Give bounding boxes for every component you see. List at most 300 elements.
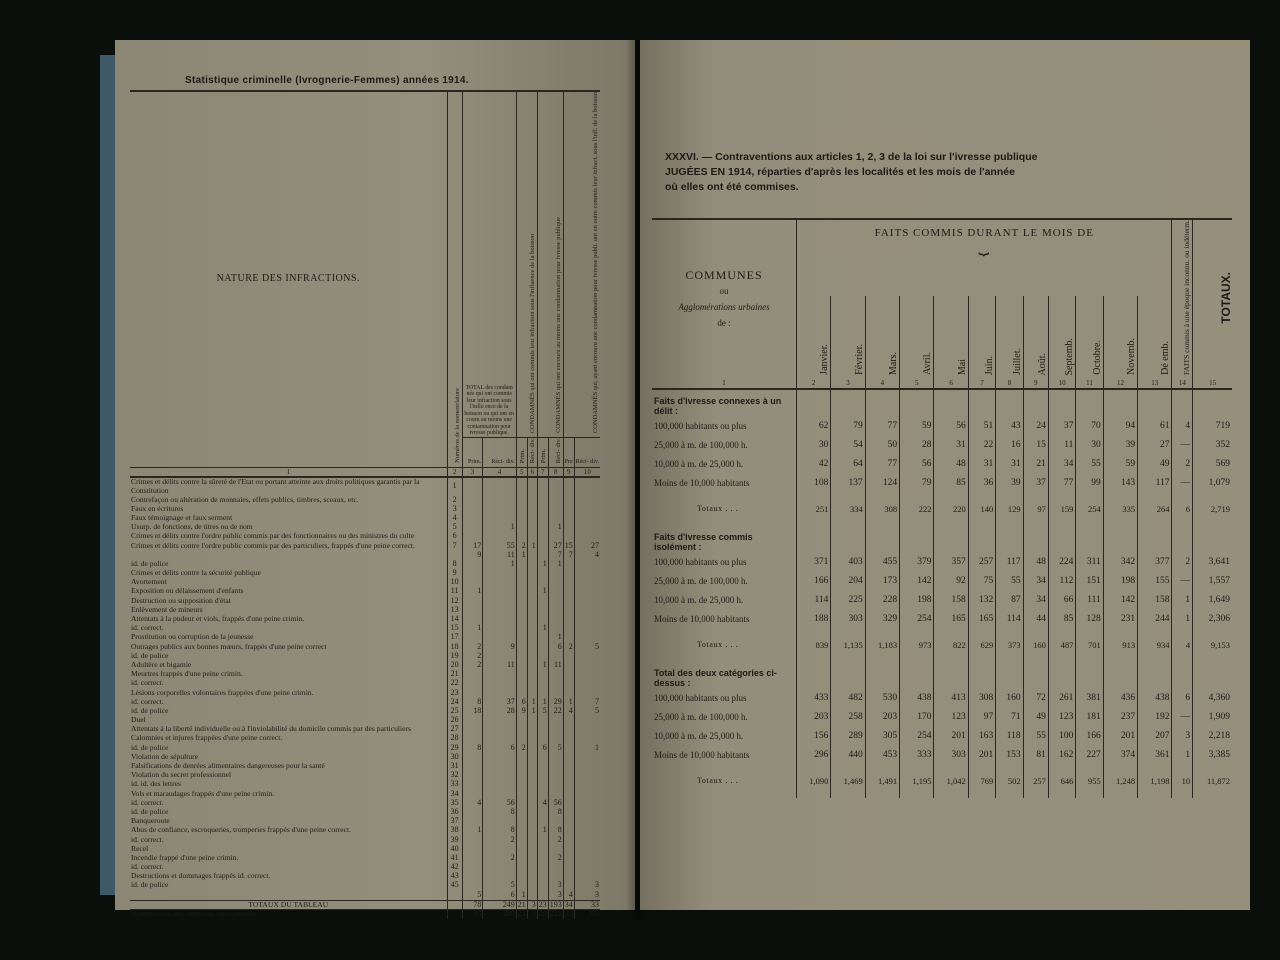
value-cell: 4 (462, 798, 483, 807)
value-cell (462, 753, 483, 762)
value-cell (462, 725, 483, 734)
value-cell: 108 (797, 473, 831, 492)
table-row (130, 615, 600, 624)
value-cell (537, 504, 548, 513)
value-cell: 1 (1172, 609, 1193, 628)
value-cell (537, 514, 548, 523)
group-label: Faits d'ivresse commis isolément : (654, 532, 753, 553)
infraction-name: id. de police (131, 880, 169, 890)
value-cell: 1 (537, 826, 548, 835)
totaux-header: TOTAUX. (1193, 219, 1232, 378)
value-cell: 201 (968, 745, 995, 764)
table-row (130, 550, 600, 559)
nomenclature-number: 38 (447, 826, 462, 835)
colnum: 10 (574, 467, 600, 477)
colnum: 9 (563, 467, 574, 477)
value-cell (516, 817, 527, 826)
value-cell: 9 (516, 707, 527, 716)
value-cell (574, 863, 600, 872)
value-cell: 1 (462, 587, 483, 596)
total-cell: 646 (1048, 764, 1075, 798)
nomenclature-number (447, 890, 462, 900)
value-cell (516, 734, 527, 743)
locality-name: 100,000 habitants ou plus (654, 420, 747, 431)
total-cell: 1,248 (1103, 764, 1137, 798)
value-cell: 21 (1023, 454, 1048, 473)
colnum: 3 (831, 378, 865, 389)
value-cell: 3 (574, 890, 600, 900)
value-cell (548, 578, 563, 587)
value-cell (483, 569, 516, 578)
value-cell (548, 615, 563, 624)
table-row (652, 571, 1232, 590)
value-cell (527, 550, 537, 559)
value-cell (548, 587, 563, 596)
value-cell: 166 (1076, 726, 1103, 745)
blank-cell (934, 389, 968, 416)
value-cell: 56 (934, 416, 968, 435)
value-cell: 261 (1048, 688, 1075, 707)
value-cell (574, 661, 600, 670)
blank-cell (934, 526, 968, 552)
value-cell: 79 (900, 473, 934, 492)
value-cell (574, 477, 600, 495)
value-cell: 55 (1023, 726, 1048, 745)
value-cell: 5 (574, 642, 600, 651)
value-cell (483, 780, 516, 789)
infraction-name: Crimes et délits contre la sûreté de l'Etat ou portant atteinte aux droits politiques garantis par la Constitution (131, 477, 420, 495)
value-cell (462, 523, 483, 532)
value-cell (563, 523, 574, 532)
value-cell (563, 716, 574, 725)
month-label: Octobre. (1091, 340, 1103, 376)
value-cell: 254 (900, 609, 934, 628)
title-line-3: où elles ont été commises. (665, 181, 799, 193)
value-cell (516, 606, 527, 615)
value-cell (537, 771, 548, 780)
infraction-name: Duel (131, 715, 146, 725)
value-cell: 30 (1076, 435, 1103, 454)
value-cell: 371 (797, 552, 831, 571)
value-cell (563, 753, 574, 762)
nomenclature-number: 9 (447, 569, 462, 578)
value-cell (574, 771, 600, 780)
value-cell (563, 661, 574, 670)
value-cell: 231 (1103, 609, 1137, 628)
value-cell (548, 606, 563, 615)
value-cell: 1 (483, 560, 516, 569)
value-cell: 2 (462, 661, 483, 670)
month-header (831, 296, 865, 378)
value-cell: 308 (968, 688, 995, 707)
value-cell: 1 (516, 550, 527, 559)
blank-cell (447, 900, 462, 910)
month-header (797, 296, 831, 378)
value-cell (527, 808, 537, 817)
total-cell: 913 (1103, 628, 1137, 662)
value-cell: 1 (516, 890, 527, 900)
value-cell (462, 633, 483, 642)
communes-label: COMMUNES (685, 268, 763, 283)
value-cell: 173 (865, 571, 899, 590)
value-cell (483, 771, 516, 780)
value-cell: 201 (1103, 726, 1137, 745)
nomenclature-number: 1 (447, 477, 462, 495)
value-cell: 43 (996, 416, 1023, 435)
table-row (130, 532, 600, 541)
value-cell: 31 (968, 454, 995, 473)
value-cell: 39 (996, 473, 1023, 492)
month-header (1023, 296, 1048, 378)
infraction-name: Contrefaçon ou altération de monnaies, effets publics, timbres, sceaux, etc. (131, 494, 359, 504)
left-header-row (130, 91, 600, 437)
value-cell (483, 606, 516, 615)
value-cell: 48 (934, 454, 968, 473)
total-cell: 1,469 (831, 764, 865, 798)
infraction-name: id. correct. (131, 862, 164, 872)
value-cell (548, 780, 563, 789)
infraction-name: Vols et maraudages frappés d'une peine crimin. (131, 788, 275, 798)
value-cell: 403 (831, 552, 865, 571)
grand-cell: 3 (527, 910, 537, 919)
value-cell: 123 (1048, 707, 1075, 726)
value-cell: 5 (548, 743, 563, 752)
value-cell: 79 (831, 416, 865, 435)
infraction-name: id. correct. (131, 696, 164, 706)
value-cell (527, 615, 537, 624)
value-cell: 1 (548, 523, 563, 532)
value-cell (516, 725, 527, 734)
infraction-name: Crimes et délits contre la sécurité publique (131, 568, 261, 578)
total-cell: 487 (1048, 628, 1075, 662)
infraction-name: id. correct. (131, 797, 164, 807)
table-row (130, 734, 600, 743)
value-cell (527, 532, 537, 541)
blank-cell (1193, 526, 1232, 552)
totals-label: Totaux . . . (697, 640, 739, 650)
value-cell (483, 679, 516, 688)
totals-label: TOTAUX DU TABLEAU (130, 900, 447, 910)
value-cell (537, 881, 548, 890)
value-cell (527, 826, 537, 835)
value-cell: 374 (1103, 745, 1137, 764)
total-cell: 251 (797, 492, 831, 526)
month-header (1076, 296, 1103, 378)
colnum: 8 (548, 467, 563, 477)
value-cell (537, 863, 548, 872)
value-cell (563, 808, 574, 817)
value-cell (574, 753, 600, 762)
value-cell: 719 (1193, 416, 1232, 435)
value-cell: 17 (462, 541, 483, 550)
locality-name: 100,000 habitants ou plus (654, 692, 747, 703)
value-cell: 165 (934, 609, 968, 628)
value-cell: 181 (1076, 707, 1103, 726)
value-cell (574, 854, 600, 863)
month-header (968, 296, 995, 378)
value-cell (462, 560, 483, 569)
infraction-name: Abus de confiance, escroqueries, tromperies frappés d'une peine correct. (131, 825, 352, 835)
total-cell: 160 (1023, 628, 1048, 662)
table-row (130, 495, 600, 504)
table-row (652, 590, 1232, 609)
colnum: 7 (968, 378, 995, 389)
infraction-name: Falsifications de denrées alimentaires dangereuses pour la santé (131, 761, 325, 771)
value-cell (574, 679, 600, 688)
value-cell (563, 606, 574, 615)
total-cell: 21 (517, 899, 526, 909)
value-cell: 225 (831, 590, 865, 609)
nomenclature-number: 4 (447, 514, 462, 523)
total-cell: 839 (797, 628, 831, 662)
value-cell (483, 633, 516, 642)
table-row (130, 890, 600, 900)
colnum: 9 (1023, 378, 1048, 389)
total-recidiv-header: Réci- div. (483, 437, 516, 467)
infraction-name: Crimes et délits contre l'ordre public commis par des particuliers, frappés d'une peine correct. (131, 540, 415, 550)
value-cell: 1 (537, 560, 548, 569)
table-row (130, 798, 600, 807)
value-cell (516, 642, 527, 651)
value-cell (462, 670, 483, 679)
value-cell (563, 725, 574, 734)
value-cell: 158 (1138, 590, 1172, 609)
value-cell (548, 596, 563, 605)
total-cell: 9,153 (1193, 628, 1232, 662)
blank-cell (1048, 389, 1075, 416)
value-cell: 71 (996, 707, 1023, 726)
colnum: 15 (1193, 378, 1232, 389)
value-cell: 22 (548, 707, 563, 716)
nomenclature-number: 41 (447, 854, 462, 863)
value-cell (537, 835, 548, 844)
value-cell: 381 (1076, 688, 1103, 707)
table-row (652, 552, 1232, 571)
value-cell: 2 (516, 541, 527, 550)
value-cell: 170 (900, 707, 934, 726)
infraction-name: id. id. des lettres (131, 779, 181, 789)
infraction-name: Destruction ou supposition d'état (131, 595, 231, 605)
locality-name: 25,000 à m. de 100,000 h. (654, 439, 748, 450)
infraction-name: Adultère et bigamie (131, 659, 192, 669)
table-row (130, 697, 600, 706)
blank-cell (865, 389, 899, 416)
total-cell: 502 (996, 764, 1023, 798)
value-cell (462, 844, 483, 853)
value-cell (483, 734, 516, 743)
month-label: Dé emb. (1160, 341, 1172, 376)
value-cell: 7 (574, 697, 600, 706)
nomenclature-number: 22 (447, 679, 462, 688)
total-cell: 629 (968, 628, 995, 662)
total-cell: 1,090 (797, 764, 831, 798)
total-cell: 973 (900, 628, 934, 662)
total-prim-header: Prim. (462, 437, 483, 467)
right-page (640, 40, 1250, 910)
value-cell (574, 808, 600, 817)
total-cell: 1,042 (934, 764, 968, 798)
value-cell (516, 789, 527, 798)
infraction-name: Usurp. de fonctions, de titres ou de nom (131, 522, 253, 532)
value-cell (563, 789, 574, 798)
value-cell (527, 606, 537, 615)
value-cell: 455 (865, 552, 899, 571)
value-cell (462, 679, 483, 688)
value-cell: 305 (865, 726, 899, 745)
value-cell (462, 780, 483, 789)
month-header (934, 296, 968, 378)
value-cell: 66 (1048, 590, 1075, 609)
value-cell (516, 762, 527, 771)
value-cell: 1 (548, 633, 563, 642)
nomenclature-number: 21 (447, 670, 462, 679)
value-cell: 201 (934, 726, 968, 745)
blank-cell (968, 662, 995, 688)
infraction-name: Destructions et dommages frappés id. correct. (131, 871, 271, 881)
value-cell: 132 (968, 590, 995, 609)
blank-cell (1172, 662, 1193, 688)
infraction-name: Recel (131, 843, 149, 853)
blank-cell (865, 662, 899, 688)
blank-cell (996, 662, 1023, 688)
nomenclature-number: 27 (447, 725, 462, 734)
value-cell: 42 (797, 454, 831, 473)
value-cell (574, 606, 600, 615)
value-cell (516, 780, 527, 789)
value-cell: 39 (1103, 435, 1137, 454)
value-cell: 27 (548, 541, 563, 550)
value-cell: 1 (1172, 745, 1193, 764)
value-cell: 1 (574, 743, 600, 752)
table-row (130, 679, 600, 688)
value-cell (483, 587, 516, 596)
value-cell: 85 (934, 473, 968, 492)
value-cell (548, 716, 563, 725)
value-cell (537, 734, 548, 743)
infraction-name: Avortement (131, 577, 167, 587)
value-cell (516, 863, 527, 872)
value-cell (516, 495, 527, 504)
value-cell: 438 (1138, 688, 1172, 707)
value-cell (527, 725, 537, 734)
value-cell (537, 844, 548, 853)
nomenclature-number: 26 (447, 716, 462, 725)
ou-label: ou (719, 286, 729, 297)
infraction-name (130, 890, 447, 900)
grand-cell: 65 (574, 910, 600, 919)
blank-cell (1138, 389, 1172, 416)
total-cell: 257 (1023, 764, 1048, 798)
grand-cell: 289 (483, 910, 516, 919)
value-cell: 8 (548, 808, 563, 817)
value-cell (537, 541, 548, 550)
infraction-name: id. de police (131, 705, 169, 715)
value-cell (516, 844, 527, 853)
value-cell (563, 826, 574, 835)
value-cell (537, 780, 548, 789)
value-cell: 8 (462, 743, 483, 752)
value-cell: 2 (563, 642, 574, 651)
value-cell: 4 (1172, 416, 1193, 435)
nomenclature-number: 2 (447, 495, 462, 504)
value-cell (527, 504, 537, 513)
value-cell (462, 716, 483, 725)
value-cell (483, 624, 516, 633)
blank-cell (968, 389, 995, 416)
infraction-name: Enlèvement de mineurs (131, 604, 203, 614)
value-cell (516, 835, 527, 844)
value-cell: 37 (483, 697, 516, 706)
blank-cell (900, 389, 934, 416)
colnum: 11 (1076, 378, 1103, 389)
blank-cell (1076, 662, 1103, 688)
grand-cell: 35 (564, 909, 573, 919)
value-cell: 311 (1076, 552, 1103, 571)
table-row (130, 633, 600, 642)
value-cell: 438 (900, 688, 934, 707)
right-column-numbers (652, 378, 1232, 389)
value-cell (527, 523, 537, 532)
nomenclature-number: 36 (447, 808, 462, 817)
value-cell (574, 633, 600, 642)
infraction-name: id. correct. (131, 678, 164, 688)
value-cell: 61 (1138, 416, 1172, 435)
value-cell (527, 560, 537, 569)
value-cell: 142 (1103, 590, 1137, 609)
infraction-name: Violation du secret professionnel (131, 770, 232, 780)
value-cell: 34 (1023, 571, 1048, 590)
blank-cell (1023, 526, 1048, 552)
infraction-name: Banqueroute (131, 816, 170, 826)
value-cell: 482 (831, 688, 865, 707)
value-cell (563, 771, 574, 780)
value-cell (462, 596, 483, 605)
value-cell: 6 (483, 890, 516, 900)
nomenclature-number: 8 (447, 560, 462, 569)
value-cell: 1 (462, 826, 483, 835)
value-cell: 361 (1138, 745, 1172, 764)
value-cell: 153 (996, 745, 1023, 764)
value-cell (462, 854, 483, 863)
locality-name: Moins de 10,000 habitants (654, 613, 750, 624)
blank-cell (996, 526, 1023, 552)
value-cell (563, 569, 574, 578)
nomenclature-number: 43 (447, 872, 462, 881)
value-cell: 11 (548, 661, 563, 670)
nomenclature-number: 33 (447, 780, 462, 789)
value-cell (527, 661, 537, 670)
value-cell: 7 (548, 550, 563, 559)
value-cell (574, 835, 600, 844)
right-page-title (665, 150, 1225, 195)
month-header (865, 296, 899, 378)
value-cell (537, 569, 548, 578)
table-row (130, 780, 600, 789)
agglo-label: Agglomérations urbaines (678, 302, 770, 313)
value-cell (563, 817, 574, 826)
value-cell (574, 826, 600, 835)
value-cell: 1 (548, 560, 563, 569)
value-cell: 124 (865, 473, 899, 492)
value-cell (563, 798, 574, 807)
value-cell: 2,306 (1193, 609, 1232, 628)
value-cell: 1 (483, 523, 516, 532)
value-cell (574, 615, 600, 624)
table-row (652, 707, 1232, 726)
value-cell (563, 651, 574, 660)
blank-cell (1138, 662, 1172, 688)
value-cell: 3 (1172, 726, 1193, 745)
